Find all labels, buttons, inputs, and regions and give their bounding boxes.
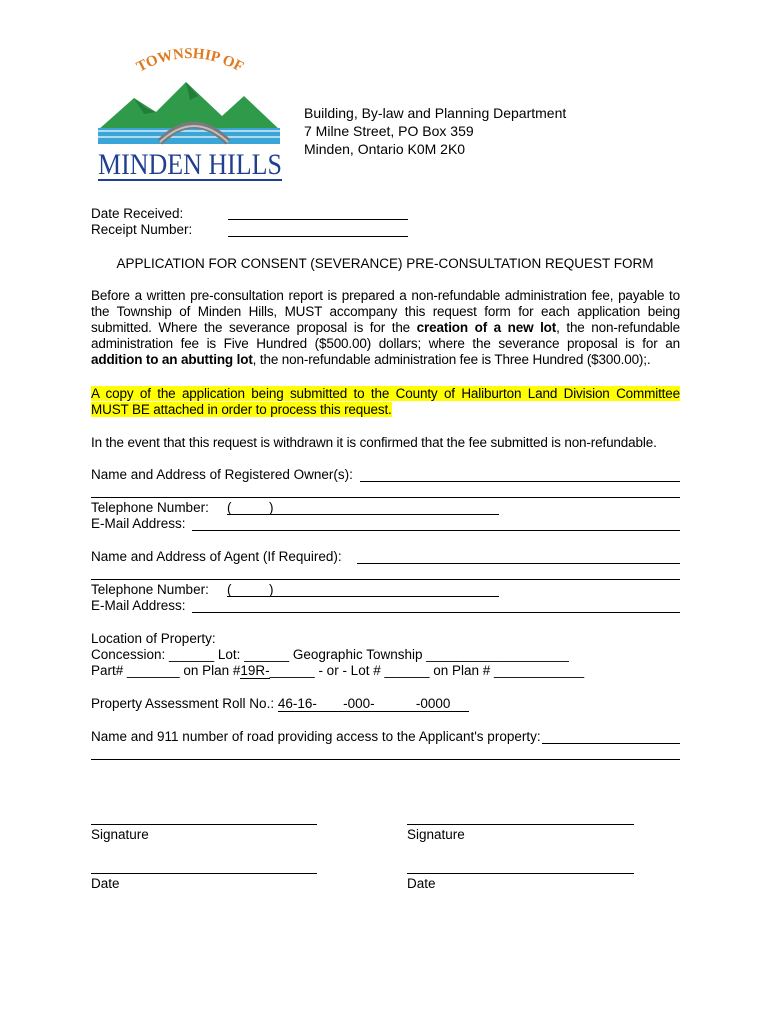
owner-phone-field[interactable] (227, 514, 499, 515)
lot-plan-text: ______ - or - Lot # ______ on Plan # ____________ (269, 663, 585, 678)
signature-label-left: Signature (91, 827, 149, 842)
date-label-left: Date (91, 876, 120, 891)
roll-value: 46-16- -000- -0000 (277, 696, 470, 711)
city-address: Minden, Ontario K0M 2K0 (304, 141, 466, 157)
road-access-field-1[interactable] (542, 743, 680, 744)
intro-abutting-lot: addition to an abutting lot (91, 352, 253, 367)
agent-phone-area: ( ) (227, 582, 274, 597)
date-line-left[interactable] (91, 873, 317, 874)
receipt-number-field[interactable] (228, 236, 408, 237)
logo-graphic (94, 38, 286, 184)
owner-email-label: E-Mail Address: (91, 516, 186, 531)
receipt-number-label: Receipt Number: (91, 222, 193, 237)
highlight-notice (91, 386, 680, 418)
road-access-field-2[interactable] (91, 759, 680, 760)
roll-number-line[interactable] (91, 696, 469, 712)
department-name: Building, By-law and Planning Department (304, 105, 567, 121)
department-address (304, 104, 566, 158)
form-title: APPLICATION FOR CONSENT (SEVERANCE) PRE-CONSULTATION REQUEST FORM (116, 256, 654, 271)
signature-line-right[interactable] (407, 824, 634, 825)
date-received-field[interactable] (228, 219, 408, 220)
intro-text-1: Before a written pre-consultation report is prepared a non-refundable administration fee, payable to the Township of Minden Hills, MUST accompany this request form for each application being submitted. Where the severance proposal is for the (91, 288, 680, 335)
concession-line[interactable]: Concession: ______ Lot: ______ Geographic Township ___________________ (91, 647, 569, 662)
agent-address-field[interactable] (91, 579, 680, 580)
owner-name-label: Name and Address of Registered Owner(s): (91, 467, 353, 482)
owner-phone-area: ( ) (227, 500, 274, 515)
intro-new-lot: creation of a new lot (416, 320, 557, 335)
date-line-right[interactable] (407, 873, 634, 874)
agent-email-label: E-Mail Address: (91, 598, 186, 613)
location-label: Location of Property: (91, 631, 216, 646)
owner-address-field[interactable] (91, 497, 680, 498)
date-label-right: Date (407, 876, 436, 891)
signature-line-left[interactable] (91, 824, 317, 825)
withdrawn-notice: In the event that this request is withdrawn it is confirmed that the fee submitted is non-refundable. (91, 435, 657, 450)
agent-email-field[interactable] (192, 612, 680, 613)
logo-arc-text: TOWNSHIP OF (134, 45, 246, 76)
agent-phone-label: Telephone Number: (91, 582, 209, 597)
township-logo (94, 38, 286, 184)
intro-text-2: , the non-refundable administration fee is Five Hundred ($500.00) dollars; where the severance proposal is for an (91, 320, 681, 351)
highlight-text: A copy of the application being submitted to the County of Haliburton Land Division Committee MUST BE attached in order to process this request. (91, 386, 680, 417)
street-address: 7 Milne Street, PO Box 359 (304, 123, 474, 139)
agent-phone-field[interactable] (227, 596, 499, 597)
owner-name-field[interactable] (360, 481, 680, 482)
owner-email-field[interactable] (192, 530, 680, 531)
agent-name-label: Name and Address of Agent (If Required): (91, 549, 342, 564)
roll-label: Property Assessment Roll No.: (91, 696, 278, 711)
road-access-label: Name and 911 number of road providing access to the Applicant's property: (91, 729, 541, 744)
signature-label-right: Signature (407, 827, 465, 842)
agent-name-field[interactable] (357, 563, 680, 564)
intro-text-3: , the non-refundable administration fee is Three Hundred ($300.00);. (252, 352, 651, 367)
date-received-label: Date Received: (91, 206, 184, 221)
part-text: Part# _______ on Plan # (91, 663, 241, 678)
logo-name-text: MINDEN HILLS (98, 148, 282, 181)
part-plan-line[interactable] (91, 663, 584, 679)
owner-phone-label: Telephone Number: (91, 500, 209, 515)
intro-paragraph (91, 288, 680, 368)
plan-19r: 19R- (240, 663, 270, 678)
